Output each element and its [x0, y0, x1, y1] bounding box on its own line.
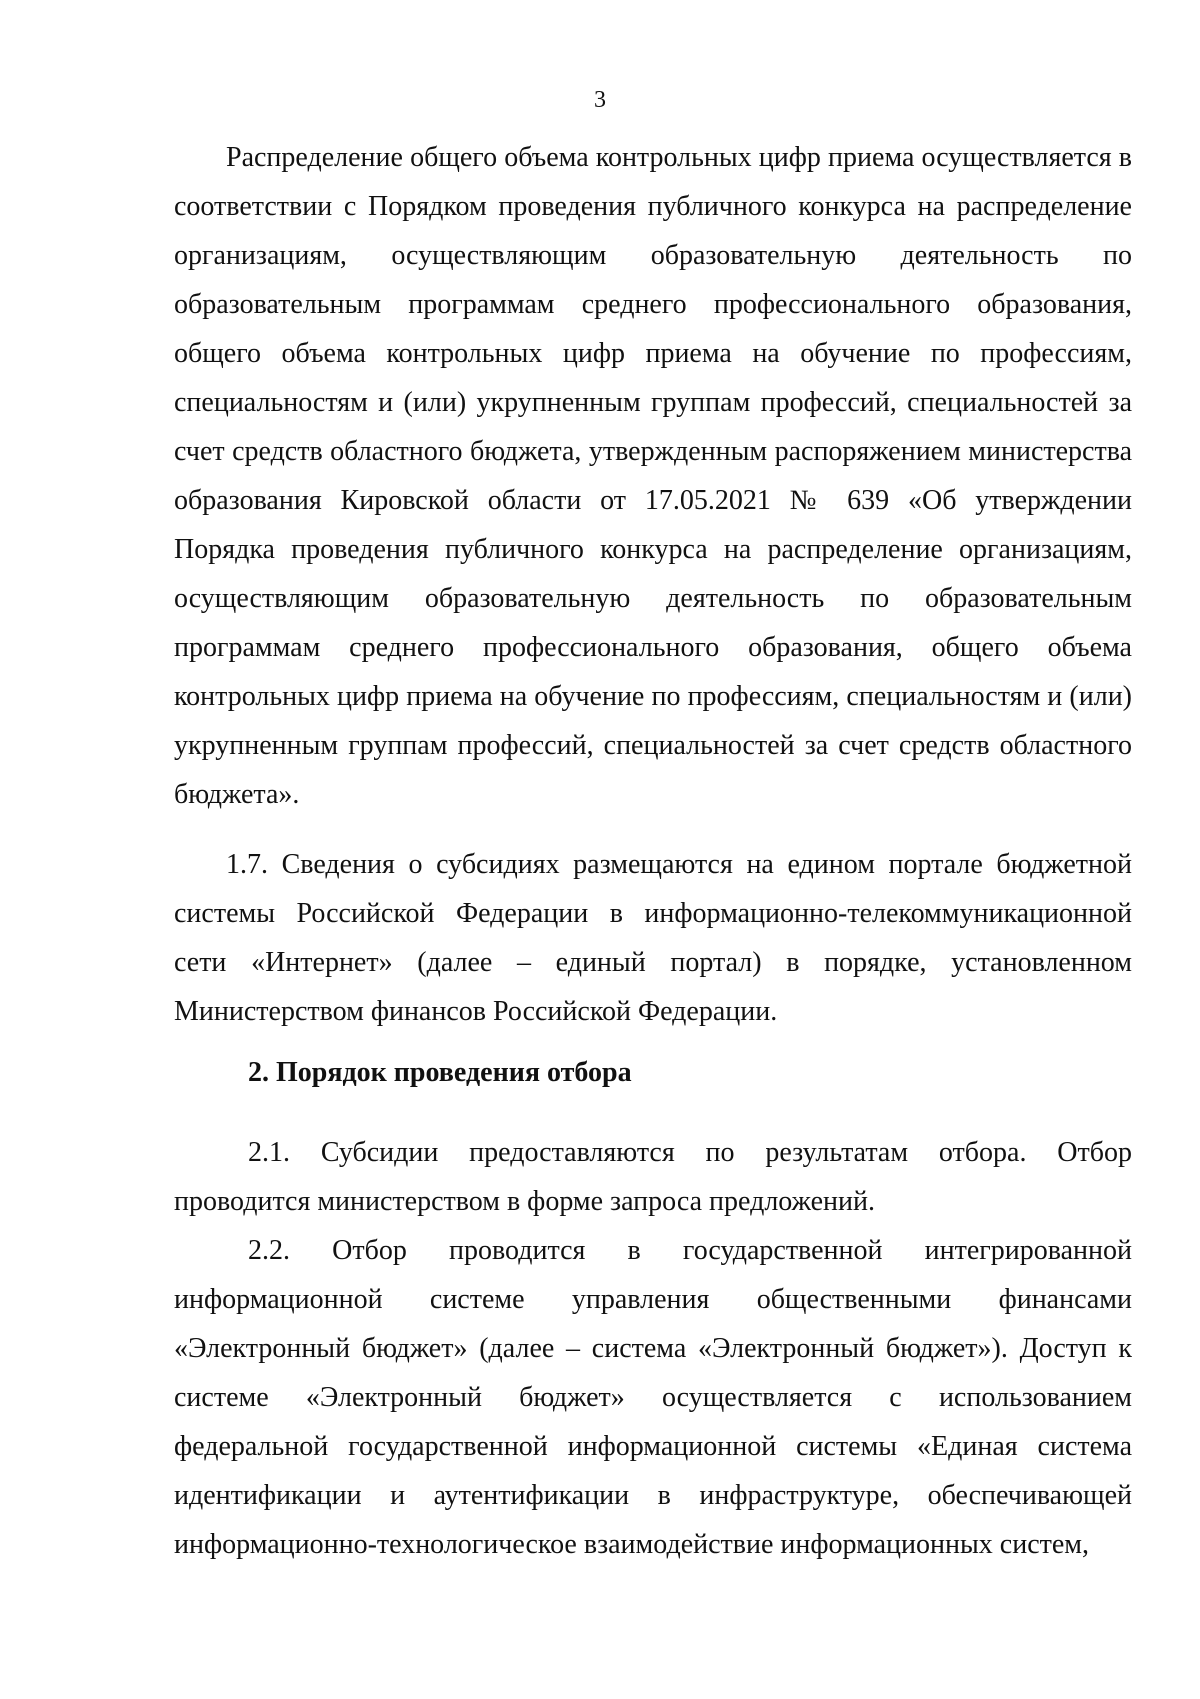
paragraph-2-1-subsidies-selection: 2.1. Субсидии предоставляются по результатам отбора. Отбор проводится министерством в форме запроса предложений.: [174, 1137, 1132, 1217]
paragraph-1-7-subsidy-information: 1.7. Сведения о субсидиях размещаются на едином портале бюджетной системы Российской Федерации в информационно-телекоммуникационной сети «Интернет» (далее – единый портал) в порядке, установленном Министерством финансов Российской Федерации.: [174, 849, 1132, 1027]
paragraph-2-2-electronic-budget: 2.2. Отбор проводится в государственной интегрированной информационной системе управления общественными финансами «Электронный бюджет» (далее – система «Электронный бюджет»). Доступ к системе «Электронный бюджет» осуществляется с использованием федеральной государственной информационной системы «Единая система идентификации и аутентификации в инфраструктуре, обеспечивающей информационно-технологическое взаимодействие информационных систем,: [174, 1235, 1132, 1560]
page-number: 3: [594, 87, 606, 113]
section-heading-selection-procedure: 2. Порядок проведения отбора: [248, 1057, 632, 1088]
paragraph-distribution-control-figures: Распределение общего объема контрольных цифр приема осуществляется в соответствии с Порядком проведения публичного конкурса на распределение организациям, осуществляющим образовательную деятельность по образовательным программам среднего профессионального образования, общего объема контрольных цифр приема на обучение по профессиям, специальностям и (или) укрупненным группам профессий, специальностей за счет средств областного бюджета, утвержденным распоряжением министерства образования Кировской области от 17.05.2021 № 639 «Об утверждении Порядка проведения публичного конкурса на распределение организациям, осуществляющим образовательную деятельность по образовательным программам среднего профессионального образования, общего объема контрольных цифр приема на обучение по профессиям, специальностям и (или) укрупненным группам профессий, специальностей за счет средств областного бюджета».: [174, 142, 1132, 810]
